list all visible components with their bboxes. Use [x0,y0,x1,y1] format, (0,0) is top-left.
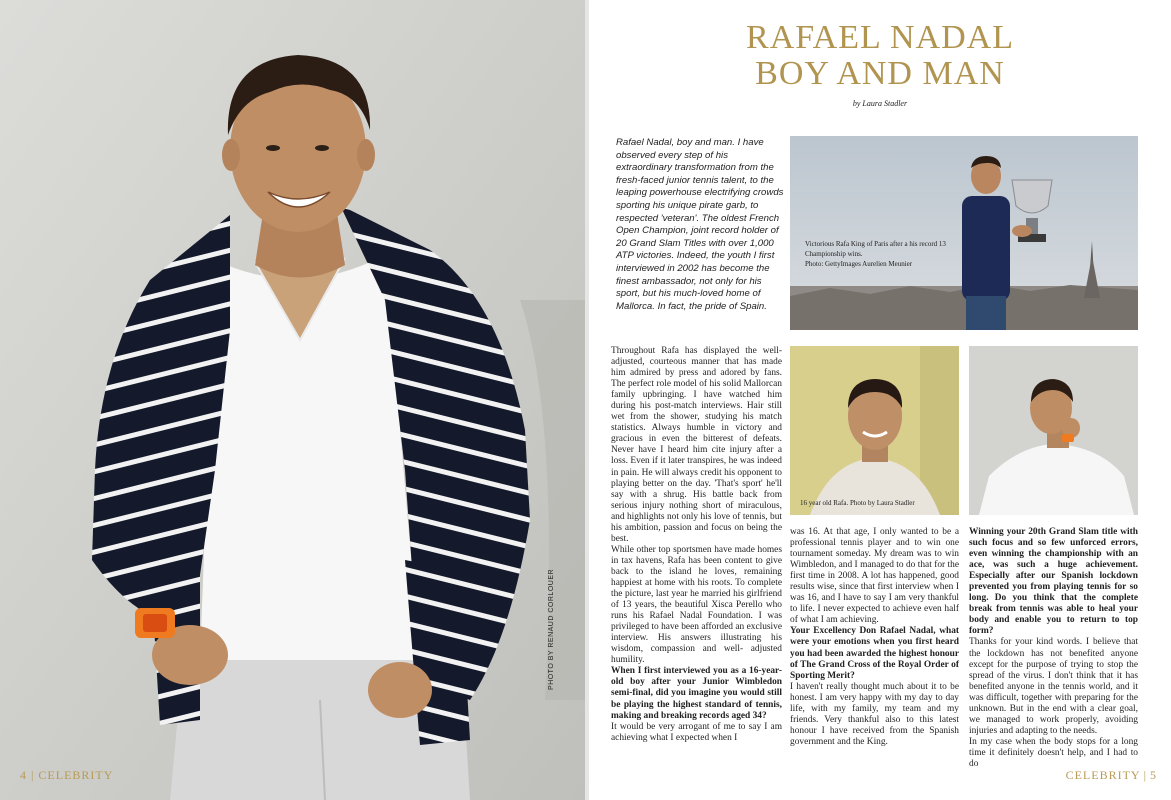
left-page [0,0,585,800]
paris-photo-graphic [790,136,1138,330]
photo-young-rafa [790,346,959,515]
col3-answer-1: Thanks for your kind words. I believe that the lockdown has not benefited anyone except for the purpose of trying to stop the spread of the virus. I don't think that it has benefited anyone in the tennis world, and it was difficult, together with preparing for the unknown. But in the end with a clear goal, we managed to work properly, avoiding injuries and adapting to the needs. [969,637,1138,736]
col2-paragraph-1: was 16. At that age, I only wanted to be a professional tennis player and to win one tournament someday. My dream was to win Wimbledon, and I managed to do that for the first time in 2008. A lot has happened, good results wise, since that first interview when I was 16, and I have to say I am very thankful to life. I never expected to achieve even half of what I am achieving. [790,527,959,626]
young-rafa-graphic [790,346,959,515]
col3-question-1: Winning your 20th Grand Slam title with such focus and so few unforced errors, even winning the championship with an ace, was such a huge achievement. Especially after our Spanish lockdown prevented you from playing tennis for so long. Do you think that the complete break from tennis was able to heal your body and enable you to return to top form? [969,527,1138,637]
col1-answer-1: It would be very arrogant of me to say I am achieving what I expected when I [611,721,782,743]
photo-paris-trophy [790,136,1138,330]
text-column-2 [790,527,959,767]
col2-answer-1: I haven't really thought much about it to be honest. I am very happy with my day to day life, with my family, my team and my friends. Very thankful also to this latest honour I have received from the Spanish government and the King. [790,681,959,747]
folio-separator: | [1143,768,1147,782]
col1-question-1: When I first interviewed you as a 16-year-old boy after your Junior Wimbledon semi-final, did you imagine you would still be playing the highest standard of tennis, making and breaking records aged 34? [611,666,782,721]
folio-page-number: 5 [1150,768,1157,782]
right-page [589,0,1171,800]
col1-paragraph-2: While other top sportsmen have made homes in tax havens, Rafa has been content to give back to the island he loves, remaining happiest at home with his roots. To complete the picture, last year he married his girlfriend of 13 years, the beautiful Xisca Perello who runs his Rafael Nadal Foundation. I was privileged to have been afforded an exclusive interview. His answers illustrating his wisdom, compassion and well- adjusted humility. [611,544,782,666]
text-column-1 [611,346,782,766]
article-title-line-2: BOY AND MAN [755,55,1005,92]
col3-answer-2: In my case when the body stops for a long time it definitely doesn't help, and I had to do [969,736,1138,769]
article-title-line-1: RAFAEL NADAL [746,19,1014,56]
col1-paragraph-1: Throughout Rafa has displayed the well-adjusted, courteous manner that has made him admired by press and adored by fans. The perfect role model of his solid Mallorcan family upbringing. I have watched him during his post-match interviews. Hair still wet from the shower, studying his match statistics. Always humble in victory and gracious in even the bitterest of defeats. Never have I heard him cite injury after a loss. Even if it later transpires, he was indeed in pain. He will always credit his opponent to playing better on the day. 'That's sport' he'll say with a shrug. His battle back from serious injury nothing short of miraculous, and highlights not only his love of tennis, but his ambition, passion and focus on being the best. [611,346,782,544]
intro-paragraph: Rafael Nadal, boy and man. I have observed every step of his extraordinary transformation from the fresh-faced junior tennis talent, to the leaping powerhouse electrifying crowds sporting his unique pirate garb, to respected 'veteran'. The oldest French Open Champion, joint record holder of 20 Grand Slam Titles with over 1,000 ATP victories. Indeed, the youth I first interviewed in 2002 has become the finest ambassador, not only for his sport, but his much-loved home of Mallorca. In fact, the pride of Spain. [616,137,784,312]
folio-section: CELEBRITY [1065,768,1141,782]
paris-photo-caption [805,239,955,269]
byline: by Laura Stadler [852,99,908,108]
col2-question-1: Your Excellency Don Rafael Nadal, what were your emotions when you first heard you had been awarded the highest honour of The Grand Cross of the Royal Order of Sporting Merit? [790,626,959,681]
paris-caption-line-2: Photo: GettyImages Aurelien Meunier [805,260,913,268]
portrait-photo [0,0,585,800]
folio-right [1066,768,1157,783]
text-column-3 [969,527,1138,767]
photo-seated-rafa [969,346,1138,515]
young-photo-caption: 16 year old Rafa. Photo by Laura Stadler [800,499,915,507]
folio-left: 4 | CELEBRITY [20,768,114,782]
photo-credit: PHOTO BY RENAUD CORLOUER [548,568,555,690]
paris-caption-line-1: Victorious Rafa King of Paris after a his record 13 Championship wins. [805,240,946,258]
seated-rafa-graphic [969,346,1138,515]
